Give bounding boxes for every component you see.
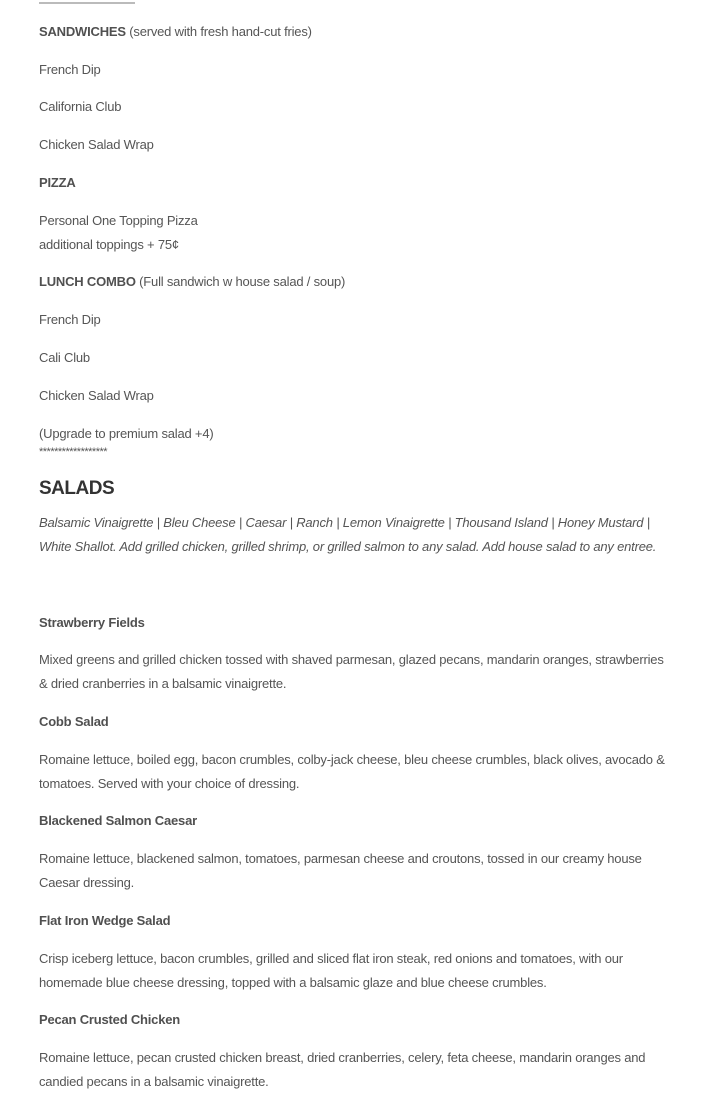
section-divider: ****************** — [39, 446, 108, 458]
sandwiches-header-note: (served with fresh hand-cut fries) — [129, 24, 312, 39]
salad-item-description: Romaine lettuce, pecan crusted chicken breast, dried cranberries, celery, feta cheese, mandarin oranges and candied pecans in a balsamic vinaigrette. — [39, 1050, 646, 1089]
combo-item-french-dip: French Dip — [39, 312, 101, 327]
salads-dressings-note: Balsamic Vinaigrette | Bleu Cheese | Caesar | Ranch | Lemon Vinaigrette | Thousand Island | Honey Mustard | White Shallot. Add grilled chicken, grilled shrimp, or grilled salmon to any salad. Add house salad to any entree. — [39, 515, 657, 554]
salad-item-description: Mixed greens and grilled chicken tossed with shaved parmesan, glazed pecans, mandarin oranges, strawberries & dried cranberries in a balsamic vinaigrette. — [39, 652, 664, 691]
salad-item-name: Flat Iron Wedge Salad — [39, 913, 171, 928]
sandwiches-header — [39, 20, 312, 44]
salad-item-name: Blackened Salmon Caesar — [39, 813, 197, 828]
salad-item-description: Crisp iceberg lettuce, bacon crumbles, grilled and sliced flat iron steak, red onions and tomatoes, with our homemade blue cheese dressing, topped with a balsamic glaze and blue cheese crumbles. — [39, 951, 623, 990]
salad-item-name: Strawberry Fields — [39, 615, 145, 630]
salads-heading: SALADS — [39, 478, 115, 499]
salad-item-name: Pecan Crusted Chicken — [39, 1012, 181, 1027]
combo-item-cali-club: Cali Club — [39, 350, 90, 365]
sandwich-item-french-dip: French Dip — [39, 62, 101, 77]
lunch-combo-header — [39, 270, 345, 294]
pizza-item-note: additional toppings + 75¢ — [39, 237, 179, 252]
salad-item-name: Cobb Salad — [39, 714, 109, 729]
sandwiches-header-label: SANDWICHES — [39, 24, 126, 39]
combo-upgrade-note: (Upgrade to premium salad +4) — [39, 426, 214, 441]
pizza-header: PIZZA — [39, 175, 76, 190]
combo-item-chicken-salad-wrap: Chicken Salad Wrap — [39, 388, 154, 403]
cut-off-heading-fragment — [39, 0, 135, 4]
salad-item-description: Romaine lettuce, boiled egg, bacon crumbles, colby-jack cheese, bleu cheese crumbles, black olives, avocado & tomatoes. Served with your choice of dressing. — [39, 752, 665, 791]
sandwich-item-california-club: California Club — [39, 99, 122, 114]
lunch-combo-header-note: (Full sandwich w house salad / soup) — [139, 274, 346, 289]
pizza-item: Personal One Topping Pizza — [39, 213, 198, 228]
lunch-combo-header-label: LUNCH COMBO — [39, 274, 136, 289]
sandwich-item-chicken-salad-wrap: Chicken Salad Wrap — [39, 137, 154, 152]
salad-item-description: Romaine lettuce, blackened salmon, tomatoes, parmesan cheese and croutons, tossed in our creamy house Caesar dressing. — [39, 851, 642, 890]
